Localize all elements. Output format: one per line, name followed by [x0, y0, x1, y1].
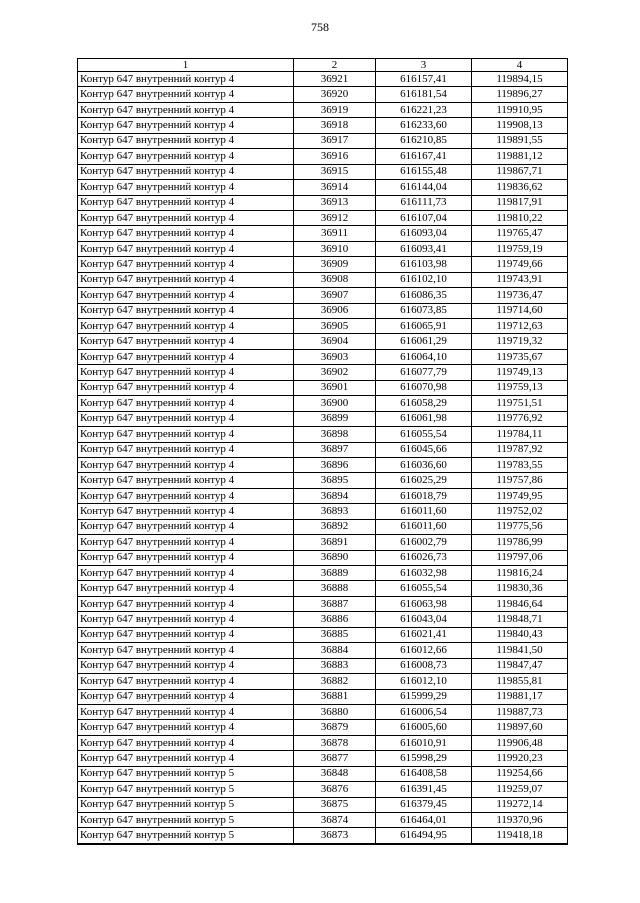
contour-name-cell: Контур 647 внутренний контур 4 — [78, 519, 294, 534]
x-coordinate-cell: 616002,79 — [376, 535, 472, 550]
contour-name-cell: Контур 647 внутренний контур 4 — [78, 180, 294, 195]
contour-name-cell: Контур 647 внутренний контур 4 — [78, 380, 294, 395]
contour-name-cell: Контур 647 внутренний контур 5 — [78, 828, 294, 844]
table-row — [78, 303, 568, 318]
table-header — [78, 59, 568, 72]
x-coordinate-cell: 616006,54 — [376, 704, 472, 719]
point-number-cell: 36909 — [294, 257, 376, 272]
x-coordinate-cell: 616111,73 — [376, 195, 472, 210]
table-row — [78, 504, 568, 519]
x-coordinate-cell: 616093,04 — [376, 226, 472, 241]
y-coordinate-cell: 119894,15 — [472, 72, 568, 87]
table-row — [78, 380, 568, 395]
y-coordinate-cell: 119752,02 — [472, 504, 568, 519]
y-coordinate-cell: 119906,48 — [472, 735, 568, 750]
point-number-cell: 36898 — [294, 427, 376, 442]
y-coordinate-cell: 119881,17 — [472, 689, 568, 704]
y-coordinate-cell: 119846,64 — [472, 596, 568, 611]
x-coordinate-cell: 616210,85 — [376, 133, 472, 148]
point-number-cell: 36906 — [294, 303, 376, 318]
point-number-cell: 36896 — [294, 457, 376, 472]
table-row — [78, 427, 568, 442]
y-coordinate-cell: 119810,22 — [472, 210, 568, 225]
column-header-2: 2 — [294, 59, 376, 72]
table-row — [78, 118, 568, 133]
contour-name-cell: Контур 647 внутренний контур 4 — [78, 581, 294, 596]
y-coordinate-cell: 119749,66 — [472, 257, 568, 272]
y-coordinate-cell: 119817,91 — [472, 195, 568, 210]
point-number-cell: 36888 — [294, 581, 376, 596]
contour-name-cell: Контур 647 внутренний контур 4 — [78, 334, 294, 349]
x-coordinate-cell: 616025,29 — [376, 473, 472, 488]
table-row — [78, 349, 568, 364]
x-coordinate-cell: 616026,73 — [376, 550, 472, 565]
y-coordinate-cell: 119719,32 — [472, 334, 568, 349]
contour-name-cell: Контур 647 внутренний контур 4 — [78, 550, 294, 565]
point-number-cell: 36912 — [294, 210, 376, 225]
table-row — [78, 689, 568, 704]
y-coordinate-cell: 119751,51 — [472, 396, 568, 411]
table-row — [78, 411, 568, 426]
x-coordinate-cell: 616011,60 — [376, 519, 472, 534]
x-coordinate-cell: 616144,04 — [376, 180, 472, 195]
y-coordinate-cell: 119712,63 — [472, 319, 568, 334]
x-coordinate-cell: 616408,58 — [376, 766, 472, 781]
contour-name-cell: Контур 647 внутренний контур 4 — [78, 643, 294, 658]
y-coordinate-cell: 119841,50 — [472, 643, 568, 658]
y-coordinate-cell: 119783,55 — [472, 457, 568, 472]
contour-name-cell: Контур 647 внутренний контур 4 — [78, 349, 294, 364]
y-coordinate-cell: 119848,71 — [472, 612, 568, 627]
x-coordinate-cell: 616043,04 — [376, 612, 472, 627]
contour-name-cell: Контур 647 внутренний контур 4 — [78, 735, 294, 750]
point-number-cell: 36877 — [294, 751, 376, 766]
x-coordinate-cell: 616070,98 — [376, 380, 472, 395]
point-number-cell: 36897 — [294, 442, 376, 457]
x-coordinate-cell: 616064,10 — [376, 349, 472, 364]
x-coordinate-cell: 616063,98 — [376, 596, 472, 611]
contour-name-cell: Контур 647 внутренний контур 4 — [78, 674, 294, 689]
x-coordinate-cell: 616012,66 — [376, 643, 472, 658]
y-coordinate-cell: 119749,13 — [472, 365, 568, 380]
table-row — [78, 365, 568, 380]
point-number-cell: 36907 — [294, 288, 376, 303]
x-coordinate-cell: 616055,54 — [376, 427, 472, 442]
point-number-cell: 36878 — [294, 735, 376, 750]
x-coordinate-cell: 616010,91 — [376, 735, 472, 750]
point-number-cell: 36873 — [294, 828, 376, 844]
y-coordinate-cell: 119418,18 — [472, 828, 568, 844]
y-coordinate-cell: 119847,47 — [472, 658, 568, 673]
point-number-cell: 36903 — [294, 349, 376, 364]
point-number-cell: 36901 — [294, 380, 376, 395]
table-row — [78, 195, 568, 210]
point-number-cell: 36920 — [294, 87, 376, 102]
contour-name-cell: Контур 647 внутренний контур 4 — [78, 612, 294, 627]
y-coordinate-cell: 119735,67 — [472, 349, 568, 364]
table-row — [78, 658, 568, 673]
point-number-cell: 36908 — [294, 272, 376, 287]
table-row — [78, 226, 568, 241]
point-number-cell: 36902 — [294, 365, 376, 380]
x-coordinate-cell: 616021,41 — [376, 627, 472, 642]
table-row — [78, 396, 568, 411]
table-row — [78, 257, 568, 272]
point-number-cell: 36885 — [294, 627, 376, 642]
x-coordinate-cell: 616494,95 — [376, 828, 472, 844]
contour-name-cell: Контур 647 внутренний контур 4 — [78, 241, 294, 256]
point-number-cell: 36891 — [294, 535, 376, 550]
table-row — [78, 457, 568, 472]
point-number-cell: 36917 — [294, 133, 376, 148]
contour-name-cell: Контур 647 внутренний контур 4 — [78, 457, 294, 472]
x-coordinate-cell: 616061,98 — [376, 411, 472, 426]
y-coordinate-cell: 119855,81 — [472, 674, 568, 689]
y-coordinate-cell: 119896,27 — [472, 87, 568, 102]
y-coordinate-cell: 119259,07 — [472, 782, 568, 797]
x-coordinate-cell: 616055,54 — [376, 581, 472, 596]
y-coordinate-cell: 119891,55 — [472, 133, 568, 148]
y-coordinate-cell: 119840,43 — [472, 627, 568, 642]
point-number-cell: 36890 — [294, 550, 376, 565]
x-coordinate-cell: 616061,29 — [376, 334, 472, 349]
x-coordinate-cell: 616058,29 — [376, 396, 472, 411]
column-header-4: 4 — [472, 59, 568, 72]
x-coordinate-cell: 615999,29 — [376, 689, 472, 704]
table-row — [78, 581, 568, 596]
x-coordinate-cell: 616167,41 — [376, 149, 472, 164]
y-coordinate-cell: 119867,71 — [472, 164, 568, 179]
point-number-cell: 36914 — [294, 180, 376, 195]
point-number-cell: 36918 — [294, 118, 376, 133]
contour-name-cell: Контур 647 внутренний контур 4 — [78, 535, 294, 550]
point-number-cell: 36892 — [294, 519, 376, 534]
x-coordinate-cell: 616102,10 — [376, 272, 472, 287]
y-coordinate-cell: 119830,36 — [472, 581, 568, 596]
y-coordinate-cell: 119786,99 — [472, 535, 568, 550]
y-coordinate-cell: 119787,92 — [472, 442, 568, 457]
x-coordinate-cell: 616073,85 — [376, 303, 472, 318]
point-number-cell: 36893 — [294, 504, 376, 519]
page-number: 758 — [311, 20, 329, 34]
table-row — [78, 782, 568, 797]
y-coordinate-cell: 119759,13 — [472, 380, 568, 395]
table-row — [78, 535, 568, 550]
table-row — [78, 519, 568, 534]
y-coordinate-cell: 119776,92 — [472, 411, 568, 426]
contour-name-cell: Контур 647 внутренний контур 4 — [78, 658, 294, 673]
contour-name-cell: Контур 647 внутренний контур 4 — [78, 319, 294, 334]
contour-name-cell: Контур 647 внутренний контур 4 — [78, 210, 294, 225]
table-row — [78, 180, 568, 195]
contour-name-cell: Контур 647 внутренний контур 4 — [78, 72, 294, 87]
y-coordinate-cell: 119897,60 — [472, 720, 568, 735]
point-number-cell: 36895 — [294, 473, 376, 488]
point-number-cell: 36911 — [294, 226, 376, 241]
contour-name-cell: Контур 647 внутренний контур 4 — [78, 164, 294, 179]
header-row — [78, 59, 568, 72]
y-coordinate-cell: 119765,47 — [472, 226, 568, 241]
y-coordinate-cell: 119254,66 — [472, 766, 568, 781]
y-coordinate-cell: 119736,47 — [472, 288, 568, 303]
y-coordinate-cell: 119797,06 — [472, 550, 568, 565]
point-number-cell: 36874 — [294, 813, 376, 828]
x-coordinate-cell: 616464,01 — [376, 813, 472, 828]
x-coordinate-cell: 616011,60 — [376, 504, 472, 519]
point-number-cell: 36886 — [294, 612, 376, 627]
contour-name-cell: Контур 647 внутренний контур 4 — [78, 365, 294, 380]
table-row — [78, 164, 568, 179]
table-row — [78, 704, 568, 719]
contour-name-cell: Контур 647 внутренний контур 5 — [78, 782, 294, 797]
x-coordinate-cell: 616065,91 — [376, 319, 472, 334]
contour-name-cell: Контур 647 внутренний контур 4 — [78, 102, 294, 117]
contour-name-cell: Контур 647 внутренний контур 4 — [78, 720, 294, 735]
contour-name-cell: Контур 647 внутренний контур 4 — [78, 257, 294, 272]
x-coordinate-cell: 616107,04 — [376, 210, 472, 225]
table-row — [78, 766, 568, 781]
y-coordinate-cell: 119910,95 — [472, 102, 568, 117]
x-coordinate-cell: 616233,60 — [376, 118, 472, 133]
table-row — [78, 210, 568, 225]
table-row — [78, 674, 568, 689]
contour-name-cell: Контур 647 внутренний контур 4 — [78, 689, 294, 704]
contour-name-cell: Контур 647 внутренний контур 5 — [78, 813, 294, 828]
table-row — [78, 566, 568, 581]
y-coordinate-cell: 119816,24 — [472, 566, 568, 581]
x-coordinate-cell: 616077,79 — [376, 365, 472, 380]
table-row — [78, 102, 568, 117]
contour-name-cell: Контур 647 внутренний контур 4 — [78, 411, 294, 426]
point-number-cell: 36887 — [294, 596, 376, 611]
contour-name-cell: Контур 647 внутренний контур 5 — [78, 797, 294, 812]
table-row — [78, 813, 568, 828]
table-row — [78, 87, 568, 102]
point-number-cell: 36876 — [294, 782, 376, 797]
point-number-cell: 36910 — [294, 241, 376, 256]
contour-name-cell: Контур 647 внутренний контур 4 — [78, 133, 294, 148]
point-number-cell: 36894 — [294, 488, 376, 503]
contour-name-cell: Контур 647 внутренний контур 4 — [78, 627, 294, 642]
table-row — [78, 473, 568, 488]
table-row — [78, 627, 568, 642]
table-body — [78, 72, 568, 844]
contour-name-cell: Контур 647 внутренний контур 4 — [78, 596, 294, 611]
x-coordinate-cell: 616157,41 — [376, 72, 472, 87]
point-number-cell: 36881 — [294, 689, 376, 704]
y-coordinate-cell: 119714,60 — [472, 303, 568, 318]
contour-name-cell: Контур 647 внутренний контур 4 — [78, 566, 294, 581]
point-number-cell: 36921 — [294, 72, 376, 87]
table-row — [78, 133, 568, 148]
point-number-cell: 36900 — [294, 396, 376, 411]
y-coordinate-cell: 119836,62 — [472, 180, 568, 195]
point-number-cell: 36904 — [294, 334, 376, 349]
table-row — [78, 272, 568, 287]
table-row — [78, 797, 568, 812]
x-coordinate-cell: 616221,23 — [376, 102, 472, 117]
point-number-cell: 36919 — [294, 102, 376, 117]
column-header-3: 3 — [376, 59, 472, 72]
table-row — [78, 334, 568, 349]
table-row — [78, 751, 568, 766]
table-row — [78, 241, 568, 256]
x-coordinate-cell: 616103,98 — [376, 257, 472, 272]
point-number-cell: 36889 — [294, 566, 376, 581]
x-coordinate-cell: 616005,60 — [376, 720, 472, 735]
point-number-cell: 36880 — [294, 704, 376, 719]
contour-name-cell: Контур 647 внутренний контур 4 — [78, 226, 294, 241]
column-header-1: 1 — [78, 59, 294, 72]
contour-name-cell: Контур 647 внутренний контур 4 — [78, 751, 294, 766]
table-row — [78, 288, 568, 303]
table-row — [78, 488, 568, 503]
contour-name-cell: Контур 647 внутренний контур 4 — [78, 704, 294, 719]
table-row — [78, 442, 568, 457]
y-coordinate-cell: 119370,96 — [472, 813, 568, 828]
y-coordinate-cell: 119775,56 — [472, 519, 568, 534]
table-row — [78, 828, 568, 844]
point-number-cell: 36883 — [294, 658, 376, 673]
contour-name-cell: Контур 647 внутренний контур 4 — [78, 303, 294, 318]
contour-name-cell: Контур 647 внутренний контур 5 — [78, 766, 294, 781]
point-number-cell: 36875 — [294, 797, 376, 812]
y-coordinate-cell: 119908,13 — [472, 118, 568, 133]
y-coordinate-cell: 119784,11 — [472, 427, 568, 442]
contour-name-cell: Контур 647 внутренний контур 4 — [78, 473, 294, 488]
table-row — [78, 596, 568, 611]
contour-name-cell: Контур 647 внутренний контур 4 — [78, 427, 294, 442]
table-row — [78, 643, 568, 658]
table-row — [78, 550, 568, 565]
x-coordinate-cell: 616391,45 — [376, 782, 472, 797]
contour-name-cell: Контур 647 внутренний контур 4 — [78, 272, 294, 287]
y-coordinate-cell: 119759,19 — [472, 241, 568, 256]
point-number-cell: 36913 — [294, 195, 376, 210]
y-coordinate-cell: 119757,86 — [472, 473, 568, 488]
point-number-cell: 36899 — [294, 411, 376, 426]
point-number-cell: 36884 — [294, 643, 376, 658]
point-number-cell: 36905 — [294, 319, 376, 334]
x-coordinate-cell: 616036,60 — [376, 457, 472, 472]
point-number-cell: 36916 — [294, 149, 376, 164]
table-row — [78, 149, 568, 164]
y-coordinate-cell: 119743,91 — [472, 272, 568, 287]
contour-name-cell: Контур 647 внутренний контур 4 — [78, 118, 294, 133]
x-coordinate-cell: 616093,41 — [376, 241, 472, 256]
contour-name-cell: Контур 647 внутренний контур 4 — [78, 504, 294, 519]
x-coordinate-cell: 616181,54 — [376, 87, 472, 102]
contour-name-cell: Контур 647 внутренний контур 4 — [78, 87, 294, 102]
x-coordinate-cell: 616379,45 — [376, 797, 472, 812]
x-coordinate-cell: 616155,48 — [376, 164, 472, 179]
y-coordinate-cell: 119881,12 — [472, 149, 568, 164]
point-number-cell: 36879 — [294, 720, 376, 735]
x-coordinate-cell: 616012,10 — [376, 674, 472, 689]
x-coordinate-cell: 615998,29 — [376, 751, 472, 766]
point-number-cell: 36848 — [294, 766, 376, 781]
table-row — [78, 735, 568, 750]
contour-name-cell: Контур 647 внутренний контур 4 — [78, 442, 294, 457]
x-coordinate-cell: 616032,98 — [376, 566, 472, 581]
y-coordinate-cell: 119749,95 — [472, 488, 568, 503]
x-coordinate-cell: 616008,73 — [376, 658, 472, 673]
point-number-cell: 36915 — [294, 164, 376, 179]
contour-name-cell: Контур 647 внутренний контур 4 — [78, 195, 294, 210]
x-coordinate-cell: 616086,35 — [376, 288, 472, 303]
x-coordinate-cell: 616045,66 — [376, 442, 472, 457]
table-row — [78, 319, 568, 334]
point-number-cell: 36882 — [294, 674, 376, 689]
y-coordinate-cell: 119272,14 — [472, 797, 568, 812]
y-coordinate-cell: 119887,73 — [472, 704, 568, 719]
table-row — [78, 720, 568, 735]
contour-name-cell: Контур 647 внутренний контур 4 — [78, 149, 294, 164]
table-row — [78, 72, 568, 87]
contour-name-cell: Контур 647 внутренний контур 4 — [78, 396, 294, 411]
y-coordinate-cell: 119920,23 — [472, 751, 568, 766]
contour-name-cell: Контур 647 внутренний контур 4 — [78, 488, 294, 503]
x-coordinate-cell: 616018,79 — [376, 488, 472, 503]
contour-name-cell: Контур 647 внутренний контур 4 — [78, 288, 294, 303]
coordinates-table — [77, 58, 568, 845]
table-row — [78, 612, 568, 627]
